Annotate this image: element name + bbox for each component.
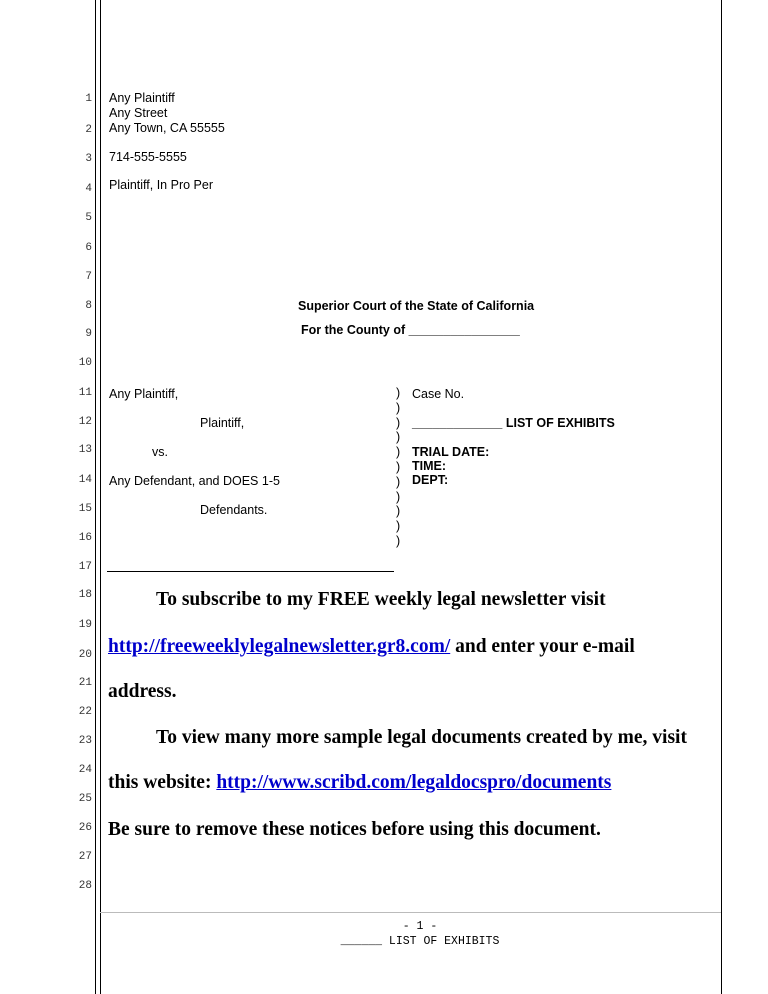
notice-subscribe-after: and enter your e-mail bbox=[450, 636, 635, 657]
caption-plaintiff: Any Plaintiff, bbox=[109, 387, 179, 401]
line-number: 17 bbox=[78, 561, 92, 573]
page-number: - 1 - bbox=[402, 920, 438, 933]
line-number: 12 bbox=[78, 416, 92, 428]
caption-vs: vs. bbox=[152, 445, 168, 459]
caption-defendant: Any Defendant, and DOES 1-5 bbox=[109, 474, 280, 488]
line-number: 10 bbox=[78, 357, 92, 369]
line-number: 14 bbox=[78, 474, 92, 486]
plaintiff-phone: 714-555-5555 bbox=[109, 150, 187, 164]
notice-subscribe-line2 bbox=[108, 636, 635, 658]
caption-parens: ) ) ) ) ) ) ) ) ) ) ) bbox=[396, 386, 401, 548]
newsletter-link[interactable]: http://freeweeklylegalnewsletter.gr8.com/ bbox=[108, 636, 451, 657]
line-number: 19 bbox=[78, 619, 92, 631]
footer-title: ______ LIST OF EXHIBITS bbox=[340, 935, 500, 948]
court-name: Superior Court of the State of California bbox=[298, 299, 535, 313]
document-title: _____________ LIST OF EXHIBITS bbox=[412, 416, 615, 430]
left-margin-rule-outer bbox=[95, 0, 96, 994]
line-number: 1 bbox=[85, 93, 92, 105]
notice-subscribe-end: address. bbox=[108, 681, 177, 702]
court-county: For the County of ________________ bbox=[301, 323, 520, 337]
trial-dept: DEPT: bbox=[412, 473, 449, 487]
plaintiff-name: Any Plaintiff bbox=[109, 91, 175, 105]
trial-time: TIME: bbox=[412, 459, 447, 473]
line-number: 26 bbox=[78, 822, 92, 834]
notice-subscribe: To subscribe to my FREE weekly legal newsletter visit bbox=[156, 589, 606, 610]
line-number: 13 bbox=[78, 444, 92, 456]
line-number: 7 bbox=[85, 271, 92, 283]
line-number: 5 bbox=[85, 212, 92, 224]
notice-view-docs-line2 bbox=[108, 772, 611, 794]
line-number: 2 bbox=[85, 124, 92, 136]
case-number: Case No. bbox=[412, 387, 465, 401]
footer-rule bbox=[100, 912, 721, 913]
plaintiff-role: Plaintiff, In Pro Per bbox=[109, 178, 213, 192]
notice-website-prefix: this website: bbox=[108, 772, 217, 793]
line-number: 4 bbox=[85, 183, 92, 195]
line-number: 16 bbox=[78, 532, 92, 544]
line-number: 8 bbox=[85, 300, 92, 312]
caption-underline bbox=[107, 571, 394, 572]
scribd-link[interactable]: http://www.scribd.com/legaldocspro/documents bbox=[216, 772, 612, 793]
line-number: 3 bbox=[85, 153, 92, 165]
notice-view-docs: To view many more sample legal documents created by me, visit bbox=[156, 727, 687, 748]
line-number: 20 bbox=[78, 649, 92, 661]
line-number: 24 bbox=[78, 764, 92, 776]
line-number: 25 bbox=[78, 793, 92, 805]
left-margin-rule-inner bbox=[100, 0, 101, 994]
line-number: 18 bbox=[78, 589, 92, 601]
line-number: 15 bbox=[78, 503, 92, 515]
line-number: 21 bbox=[78, 677, 92, 689]
caption-plaintiff-label: Plaintiff, bbox=[200, 416, 245, 430]
line-number: 23 bbox=[78, 735, 92, 747]
trial-date: TRIAL DATE: bbox=[412, 445, 490, 459]
line-number: 28 bbox=[78, 880, 92, 892]
caption-defendant-label: Defendants. bbox=[200, 503, 268, 517]
plaintiff-city: Any Town, CA 55555 bbox=[109, 121, 225, 135]
plaintiff-street: Any Street bbox=[109, 106, 168, 120]
line-number: 9 bbox=[85, 328, 92, 340]
line-number: 6 bbox=[85, 242, 92, 254]
line-number: 11 bbox=[78, 387, 92, 399]
notice-remove: Be sure to remove these notices before using this document. bbox=[108, 819, 601, 840]
line-number: 27 bbox=[78, 851, 92, 863]
right-margin-rule bbox=[721, 0, 722, 994]
line-number: 22 bbox=[78, 706, 92, 718]
